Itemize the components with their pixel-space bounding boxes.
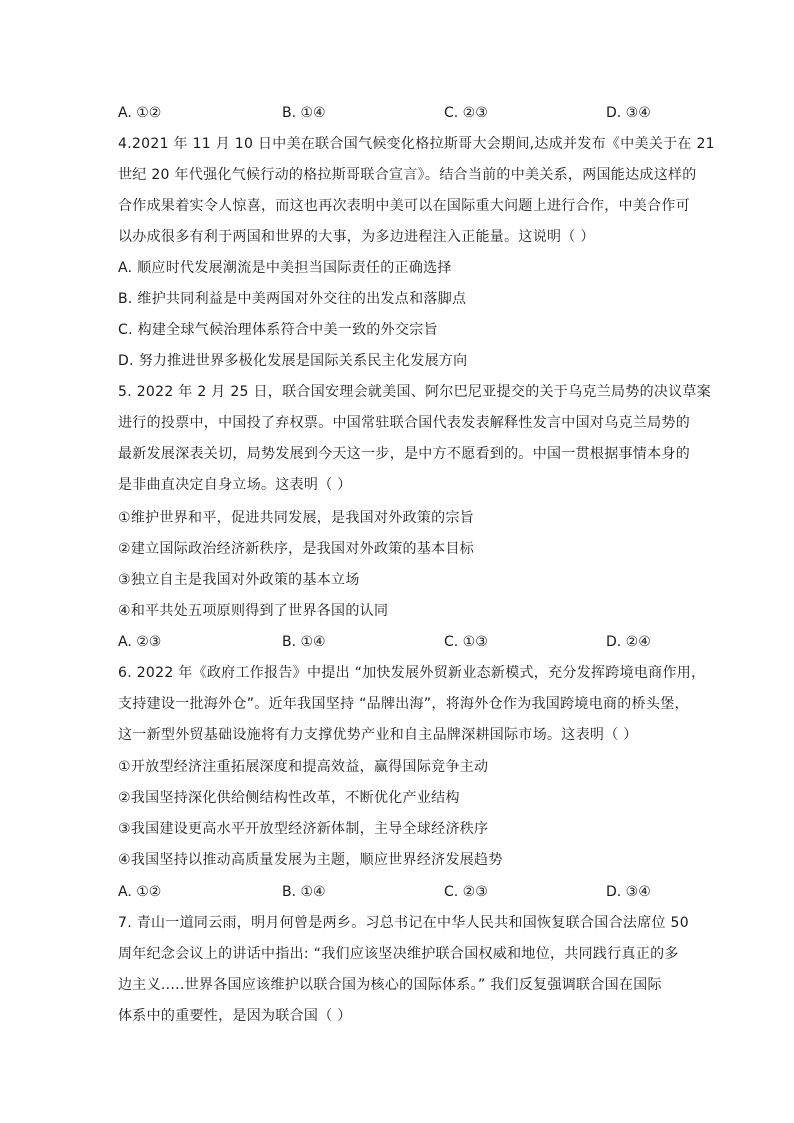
q6-statement: ④我国坚持以推动高质量发展为主题，顺应世界经济发展趋势	[118, 852, 503, 868]
q4-stem-line: 4.2021 年 11 月 10 日中美在联合国气候变化格拉斯哥大会期间,达成并发布《中美关于在 21	[118, 136, 715, 152]
q6-options	[118, 883, 678, 901]
q5-statement: ②建立国际政治经济新秩序，是我国对外政策的基本目标	[118, 541, 475, 557]
q5-statement: ④和平共处五项原则得到了世界各国的认同	[118, 603, 389, 619]
option-c: C. ②③	[444, 884, 488, 900]
option-a: A. ①②	[118, 884, 162, 900]
q4-choice-b: B. 维护共同利益是中美两国对外交往的出发点和落脚点	[118, 291, 467, 307]
option-d: D. ②④	[606, 634, 651, 650]
q5-stem-line: 是非曲直决定自身立场。这表明（ ）	[118, 477, 352, 493]
option-c: C. ②③	[444, 105, 488, 121]
option-d: D. ③④	[606, 105, 651, 121]
q6-stem-line: 支持建设一批海外仓”。近年我国坚持 “品牌出海”，将海外仓作为我国跨境电商的桥头堡，	[118, 696, 689, 712]
q4-choice-c: C. 构建全球气候治理体系符合中美一致的外交宗旨	[118, 322, 438, 338]
option-b: B. ①④	[282, 884, 326, 900]
q5-stem-line: 最新发展深表关切，局势发展到今天这一步，是中方不愿看到的。中国一贯根据事情本身的	[118, 446, 690, 462]
option-d: D. ③④	[606, 884, 651, 900]
option-a: A. ②③	[118, 634, 162, 650]
option-b: B. ①④	[282, 105, 326, 121]
q6-statement: ②我国坚持深化供给侧结构性改革，不断优化产业结构	[118, 790, 460, 806]
q7-stem-line: 体系中的重要性，是因为联合国（ ）	[118, 1008, 352, 1024]
q6-stem-line: 6. 2022 年《政府工作报告》中提出 “加快发展外贸新业态新模式，充分发挥跨境电商作用，	[118, 665, 706, 681]
q7-stem-line: 边主义.....世界各国应该维护以联合国为核心的国际体系。” 我们反复强调联合国在国际	[118, 977, 662, 993]
q6-stem-line: 这一新型外贸基础设施将有力支撑优势产业和自主品牌深耕国际市场。这表明（ ）	[118, 727, 638, 743]
q6-statement: ①开放型经济注重拓展深度和提高效益，赢得国际竞争主动	[118, 759, 489, 775]
q5-statement: ③独立自主是我国对外政策的基本立场	[118, 572, 360, 588]
q7-stem-line: 周年纪念会议上的讲话中指出: “我们应该坚决维护联合国权威和地位，共同践行真正的多	[118, 946, 679, 962]
q4-stem-line: 世纪 20 年代强化气候行动的格拉斯哥联合宣言》。结合当前的中美关系，两国能达成这样的	[118, 167, 697, 183]
q4-choice-d: D. 努力推进世界多极化发展是国际关系民主化发展方向	[118, 353, 468, 369]
q5-options	[118, 633, 678, 651]
q3-options	[118, 104, 678, 122]
q6-statement: ③我国建设更高水平开放型经济新体制，主导全球经济秩序	[118, 821, 489, 837]
q5-statement: ①维护世界和平，促进共同发展，是我国对外政策的宗旨	[118, 510, 475, 526]
q5-stem-line: 进行的投票中，中国投了弃权票。中国常驻联合国代表发表解释性发言中国对乌克兰局势的	[118, 415, 690, 431]
option-a: A. ①②	[118, 105, 162, 121]
option-c: C. ①③	[444, 634, 488, 650]
q4-stem-line: 以办成很多有利于两国和世界的大事，为多边进程注入正能量。这说明（ ）	[118, 229, 595, 245]
q4-stem-line: 合作成果着实令人惊喜，而这也再次表明中美可以在国际重大问题上进行合作，中美合作可	[118, 198, 690, 214]
q7-stem-line: 7. 青山一道同云雨，明月何曾是两乡。习总书记在中华人民共和国恢复联合国合法席位 50	[118, 915, 689, 931]
option-b: B. ①④	[282, 634, 326, 650]
q4-choice-a: A. 顺应时代发展潮流是中美担当国际责任的正确选择	[118, 260, 452, 276]
q5-stem-line: 5. 2022 年 2 月 25 日，联合国安理会就美国、阿尔巴尼亚提交的关于乌克兰局势的决议草案	[118, 384, 712, 400]
